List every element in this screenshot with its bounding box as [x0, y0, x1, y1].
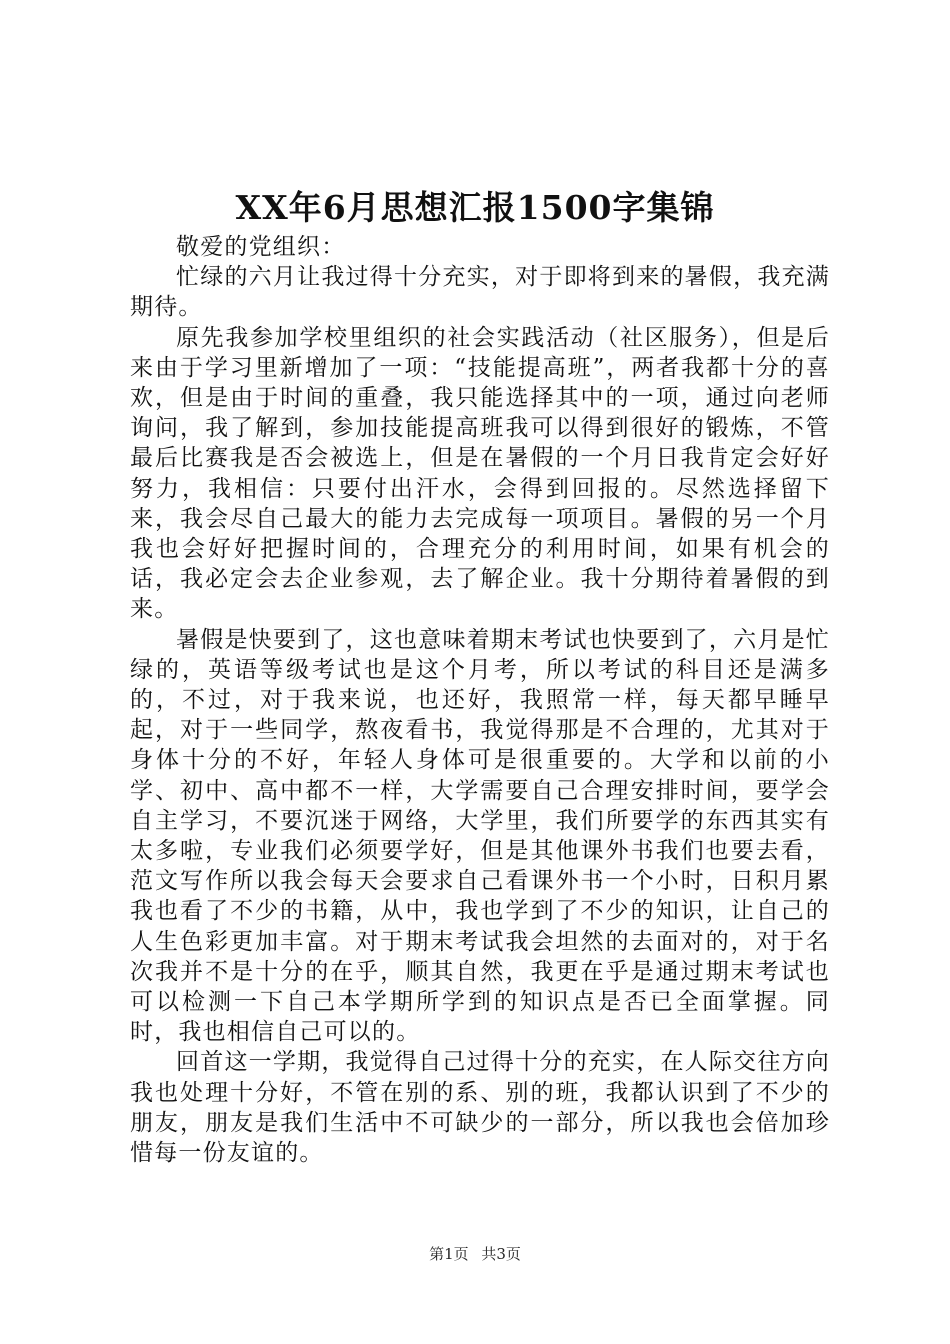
- document-body: [130, 232, 830, 1168]
- page-total: 共3页: [481, 1245, 521, 1263]
- page-footer: [0, 1244, 950, 1264]
- paragraph-4: 回首这一学期，我觉得自己过得十分的充实，在人际交往方向我也处理十分好，不管在别的系、别的班，我都认识到了不少的朋友，朋友是我们生活中不可缺少的一部分，所以我也会倍加珍惜每一份友谊的。: [130, 1049, 830, 1167]
- paragraph-1: 忙绿的六月让我过得十分充实，对于即将到来的暑假，我充满期待。: [130, 264, 830, 321]
- document-title: XX年6月思想汇报1500字集锦: [235, 188, 715, 227]
- page-number: 第1页: [429, 1245, 469, 1263]
- salutation: 敬爱的党组织：: [176, 234, 346, 260]
- paragraph-3: 暑假是快要到了，这也意味着期末考试也快要到了，六月是忙绿的，英语等级考试也是这个月考，所以考试的科目还是满多的，不过，对于我来说，也还好，我照常一样，每天都早睡早起，对于一些同学，熬夜看书，我觉得那是不合理的，尤其对于身体十分的不好，年轻人身体可是很重要的。大学和以前的小学、初中、高中都不一样，大学需要自己合理安排时间，要学会自主学习，不要沉迷于网络，大学里，我们所要学的东西其实有太多啦，专业我们必须要学好，但是其他课外书我们也要去看，范文写作所以我会每天会要求自己看课外书一个小时，日积月累我也看了不少的书籍，从中，我也学到了不少的知识，让自己的人生色彩更加丰富。对于期末考试我会坦然的去面对的，对于名次我并不是十分的在乎，顺其自然，我更在乎是通过期末考试也可以检测一下自己本学期所学到的知识点是否已全面掌握。同时，我也相信自己可以的。: [130, 626, 830, 1046]
- paragraph-2: 原先我参加学校里组织的社会实践活动（社区服务），但是后来由于学习里新增加了一项：“技能提高班”，两者我都十分的喜欢，但是由于时间的重叠，我只能选择其中的一项，通过向老师询问，我了解到，参加技能提高班我可以得到很好的锻炼，不管最后比赛我是否会被选上，但是在暑假的一个月日我肯定会好好努力，我相信：只要付出汗水，会得到回报的。尽然选择留下来，我会尽自己最大的能力去完成每一项项目。暑假的另一个月我也会好好把握时间的，合理充分的利用时间，如果有机会的话，我必定会去企业参观，去了解企业。我十分期待着暑假的到来。: [130, 324, 830, 623]
